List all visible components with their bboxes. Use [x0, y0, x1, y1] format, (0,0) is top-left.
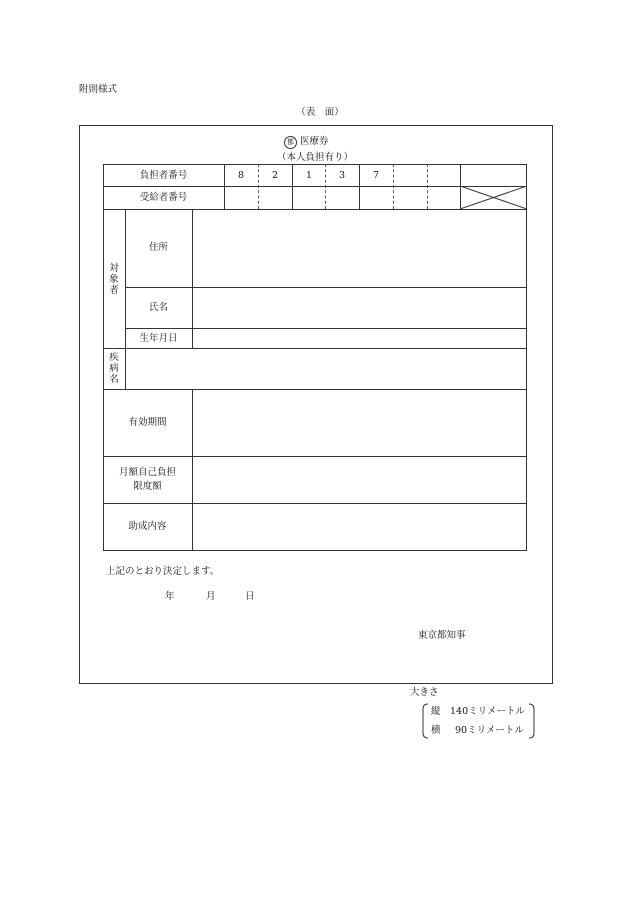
monthly-limit-label: 月額自己負担 — [118, 467, 176, 478]
burden-digit: 2 — [271, 170, 279, 181]
side-label: （表 面） — [296, 107, 344, 118]
date-day: 日 — [245, 591, 255, 602]
decision-text: 上記のとおり決定します。 — [106, 566, 220, 577]
size-title: 大きさ — [410, 687, 439, 698]
burden-digit: 7 — [372, 170, 380, 181]
assistance-label: 助成内容 — [128, 521, 167, 532]
burden-digit: 1 — [305, 170, 313, 181]
validity-label: 有効期間 — [128, 417, 167, 428]
width-value: 90ミリメートル — [455, 725, 524, 736]
monthly-limit-label-2: 限度額 — [133, 481, 162, 492]
left-bracket — [421, 703, 429, 739]
tokyo-seal-icon: 都 — [284, 136, 297, 149]
date-year: 年 — [165, 591, 175, 602]
ticket-table — [103, 164, 527, 551]
name-label: 氏名 — [148, 302, 168, 313]
annex-label: 附則様式 — [79, 84, 118, 95]
width-label: 横 — [431, 725, 441, 736]
burden-digit: 3 — [338, 170, 346, 181]
recipient-number-label: 受給者番号 — [139, 192, 188, 203]
burden-number-label: 負担者番号 — [139, 170, 188, 181]
ticket-title: 医療券 — [300, 136, 329, 147]
burden-digit: 8 — [237, 170, 245, 181]
birthdate-label: 生年月日 — [139, 333, 178, 344]
date-month: 月 — [206, 591, 216, 602]
right-bracket — [528, 703, 536, 739]
ticket-subtitle: （本人負担有り） — [276, 152, 353, 163]
issuer: 東京都知事 — [418, 630, 466, 641]
crossed-cell — [460, 186, 527, 209]
disease-label: 疾病名 — [109, 352, 119, 385]
address-label: 住所 — [148, 242, 168, 253]
height-value: 140ミリメートル — [450, 706, 525, 717]
height-label: 縦 — [431, 706, 441, 717]
subject-label: 対象者 — [109, 263, 119, 296]
